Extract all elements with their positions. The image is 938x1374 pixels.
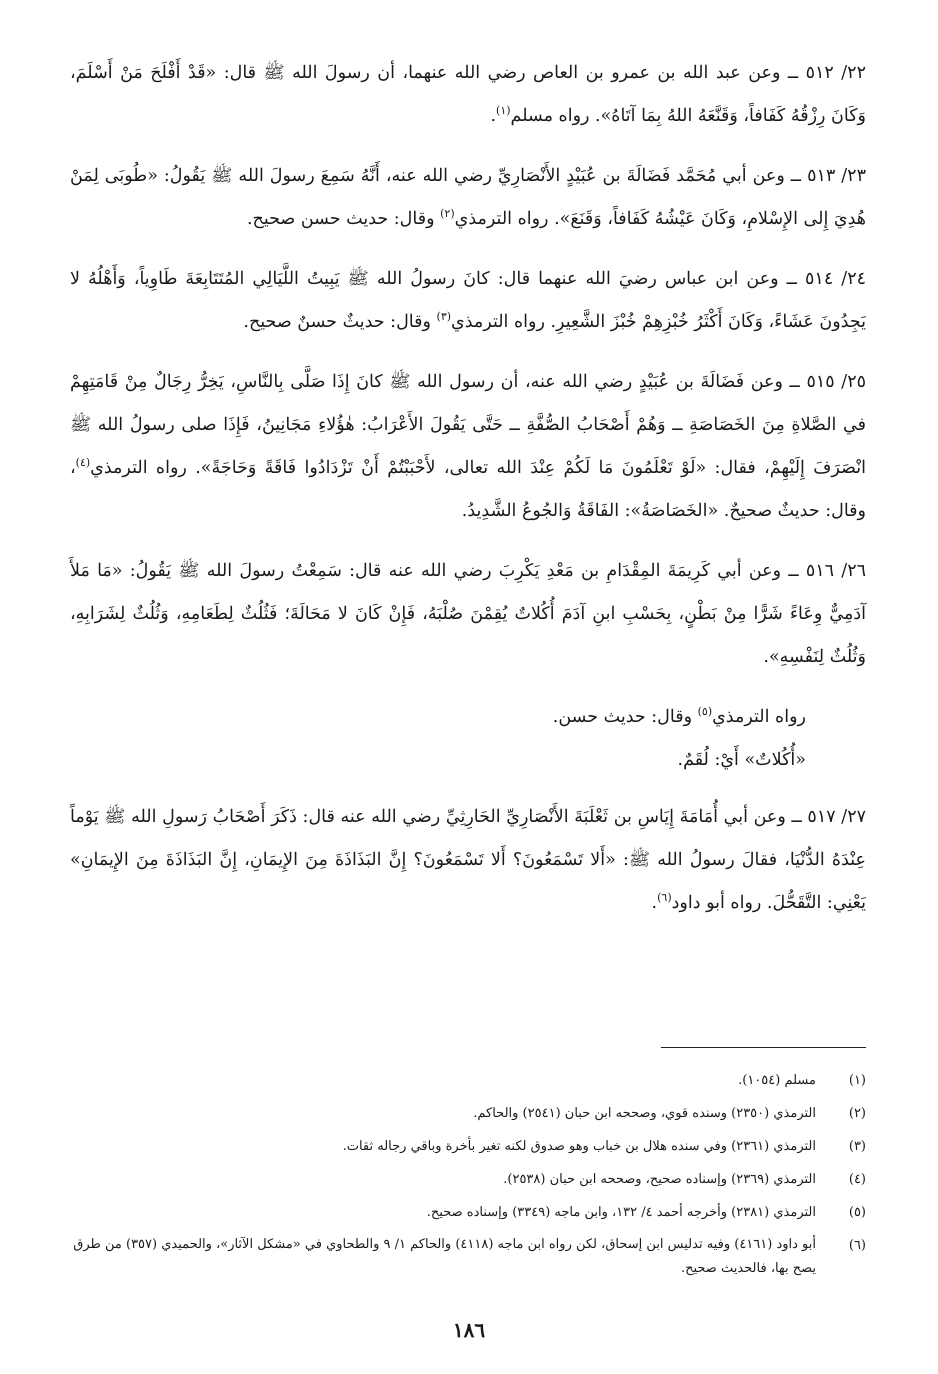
hadith-ending: ، وقال: حديثٌ صحيحٌ. «الخَصَاصَةُ»: الفَاقَةُ وَالجُوعُ الشَّدِيدُ. [70,458,866,521]
footnote-text: الترمذي (٢٣٦٩) وإسناده صحيح، وصححه ابن حبان (٢٥٣٨). [503,1172,816,1187]
hadith-number: ٢٢/ ٥١٢ [805,63,866,83]
footnote-number: (١) [848,1073,866,1088]
hadith-ending: وقال: حديث حسن صحيح. [246,209,441,229]
hadith-515 [70,361,866,533]
hadith-text: ــ وعن فَضَالَةَ بن عُبَيْدٍ رضي الله عنه، أن رسول الله ﷺ كانَ إِذَا صَلَّى بِالنَّاسِ، يَخِرُّ رِجَالٌ مِنْ قَامَتِهِمْ في الصَّلاةِ مِنَ الخَصَاصَةِ ــ وَهُمْ أَصْحَابُ الصُّفَّةِ ــ حَتَّى يَقُولَ الأَعْرَابُ: هٰؤُلاءِ مَجَانِينُ، فَإِذَا صلى رسولُ الله ﷺ انْصَرَفَ إِلَيْهِمْ، فقال: «لَوْ تَعْلَمُونَ مَا لَكُمْ عِنْدَ الله تعالى، لأَحْبَبْتُمْ أَنْ تَزْدَادُوا فَاقَةً وَحَاجَةً». رواه الترمذي [70,372,866,478]
footnote-number: (٤) [848,1172,866,1187]
footnote-number: (٣) [848,1139,866,1154]
footnote-text: الترمذي (٢٣٨١) وأخرجه أحمد ٤/ ١٣٢، وابن ماجه (٣٣٤٩) وإسناده صحيح. [426,1205,816,1220]
footnote-ref: (٣) [436,310,452,324]
page-body [70,52,866,942]
hadith-text: ــ وعن عبد الله بن عمرو بن العاص رضي الله عنهما، أن رسولَ الله ﷺ قال: «قَدْ أَفْلَحَ مَنْ أَسْلَمَ، وَكَانَ رِزْقُهُ كَفَافاً، وَقَنَّعَهُ اللهُ بِمَا آتَاهُ». رواه مسلم [70,63,866,126]
hadith-516-source [70,696,866,739]
hadith-ending: . [490,106,497,126]
footnote-ref: (٤) [75,456,91,470]
hadith-ending: . [651,893,658,913]
footnote-ref: (٢) [440,207,455,221]
footnote-item [70,1130,866,1163]
footnote-number: (٥) [848,1205,866,1220]
hadith-number: ٢٤/ ٥١٤ [805,269,866,289]
source-ending: وقال: حديث حسن. [552,707,698,727]
hadith-number: ٢٥/ ٥١٥ [806,372,866,392]
source-text: رواه الترمذي [712,707,806,727]
hadith-number: ٢٣/ ٥١٣ [807,166,866,186]
hadith-517 [70,796,866,925]
footnote-item [70,1097,866,1130]
hadith-text: ــ وعن أبي كَرِيمَةَ المِقْدَامِ بن مَعْدِ يَكْرِبَ رضي الله عنه قال: سَمِعْتُ رسولَ الله ﷺ يَقُولُ: «مَا مَلأَ آدَمِيٌّ وِعَاءً شَرًّا مِنْ بَطْنٍ، بِحَسْبِ ابنِ آدَمَ أُكُلاتٌ يُقِمْنَ صُلْبَهُ، فَإِنْ كَانَ لا مَحَالَةَ؛ فَثُلُثٌ لِطَعَامِهِ، وَثُلُثٌ لِشَرَابِهِ، وَثُلُثٌ لِنَفْسِهِ». [70,561,866,667]
footnote-ref: (٦) [657,891,672,905]
footnote-ref: (٥) [697,705,713,719]
footnote-text: مسلم (١٠٥٤). [738,1073,816,1088]
hadith-text: ــ وعن ابن عباس رضيَ الله عنهما قال: كانَ رسولُ الله ﷺ يَبِيتُ اللَّيَالِي المُتَتَابِعَةَ طَاوِياً، وَأَهْلُهُ لا يَجِدُونَ عَشَاءً، وَكَانَ أَكْثَرُ خُبْزِهِمْ خُبْزَ الشَّعِيرِ. رواه الترمذي [70,269,866,332]
footnotes [70,1064,866,1281]
word-explanation: «أُكُلاتٌ» أَيْ: لُقَمٌ. [677,750,806,770]
footnote-number: (٦) [848,1238,866,1253]
page-number: ١٨٦ [452,1318,486,1342]
hadith-512 [70,52,866,138]
footnote-number: (٢) [848,1106,866,1121]
hadith-number: ٢٦/ ٥١٦ [805,561,866,581]
footnote-item [70,1229,866,1281]
footnote-separator [661,1047,866,1048]
hadith-text: ــ وعن أبي مُحَمَّد فَضَالَةَ بن عُبَيْدٍ الأَنْصَارِيِّ رضي الله عنه، أَنَّهُ سَمِعَ رسولَ الله ﷺ يَقُولُ: «طُوبَى لِمَنْ هُدِيَ إِلى الإِسْلامِ، وَكَانَ عَيْشُهُ كَفَافاً، وَقَنَعَ». رواه الترمذي [70,166,866,229]
hadith-number: ٢٧/ ٥١٧ [807,807,866,827]
hadith-513 [70,155,866,241]
hadith-514 [70,258,866,344]
footnote-item [70,1196,866,1229]
hadith-ending: وقال: حديثٌ حسنٌ صحيح. [243,312,437,332]
footnote-ref: (١) [496,104,511,118]
hadith-516 [70,550,866,679]
footnote-item [70,1163,866,1196]
footnote-item [70,1064,866,1097]
footnote-text: الترمذي (٢٣٥٠) وسنده قوي، وصححه ابن حبان (٢٥٤١) والحاكم. [473,1106,816,1121]
footnote-text: أبو داود (٤١٦١) وفيه تدليس ابن إسحاق، لكن رواه ابن ماجه (٤١١٨) والحاكم ١/ ٩ والطحاوي في «مشكل الآثار»، والحميدي (٣٥٧) من طرق يصح بها، فالحديث صحيح. [73,1237,816,1276]
footnote-text: الترمذي (٢٣٦١) وفي سنده هلال بن خباب وهو صدوق لكنه تغير بأخرة وباقي رجاله ثقات. [342,1139,816,1154]
hadith-text: ــ وعن أبي أُمَامَةَ إِيَاسِ بن ثَعْلَبَةَ الأَنْصَارِيِّ الحَارِثِيِّ رضي الله عنه قال: ذَكَرَ أَصْحَابُ رَسولِ الله ﷺ يَوْماً عِنْدَهُ الدُّنْيَا، فقالَ رسولُ الله ﷺ: «أَلا تَسْمَعُونَ؟ أَلا تَسْمَعُونَ؟ إِنَّ البَذَاذَةَ مِنَ الإِيمَانِ، إِنَّ البَذَاذَةَ مِنَ الإِيمَانِ» يَعْنِي: التَّقَحُّلَ. رواه أبو داود [70,807,866,913]
